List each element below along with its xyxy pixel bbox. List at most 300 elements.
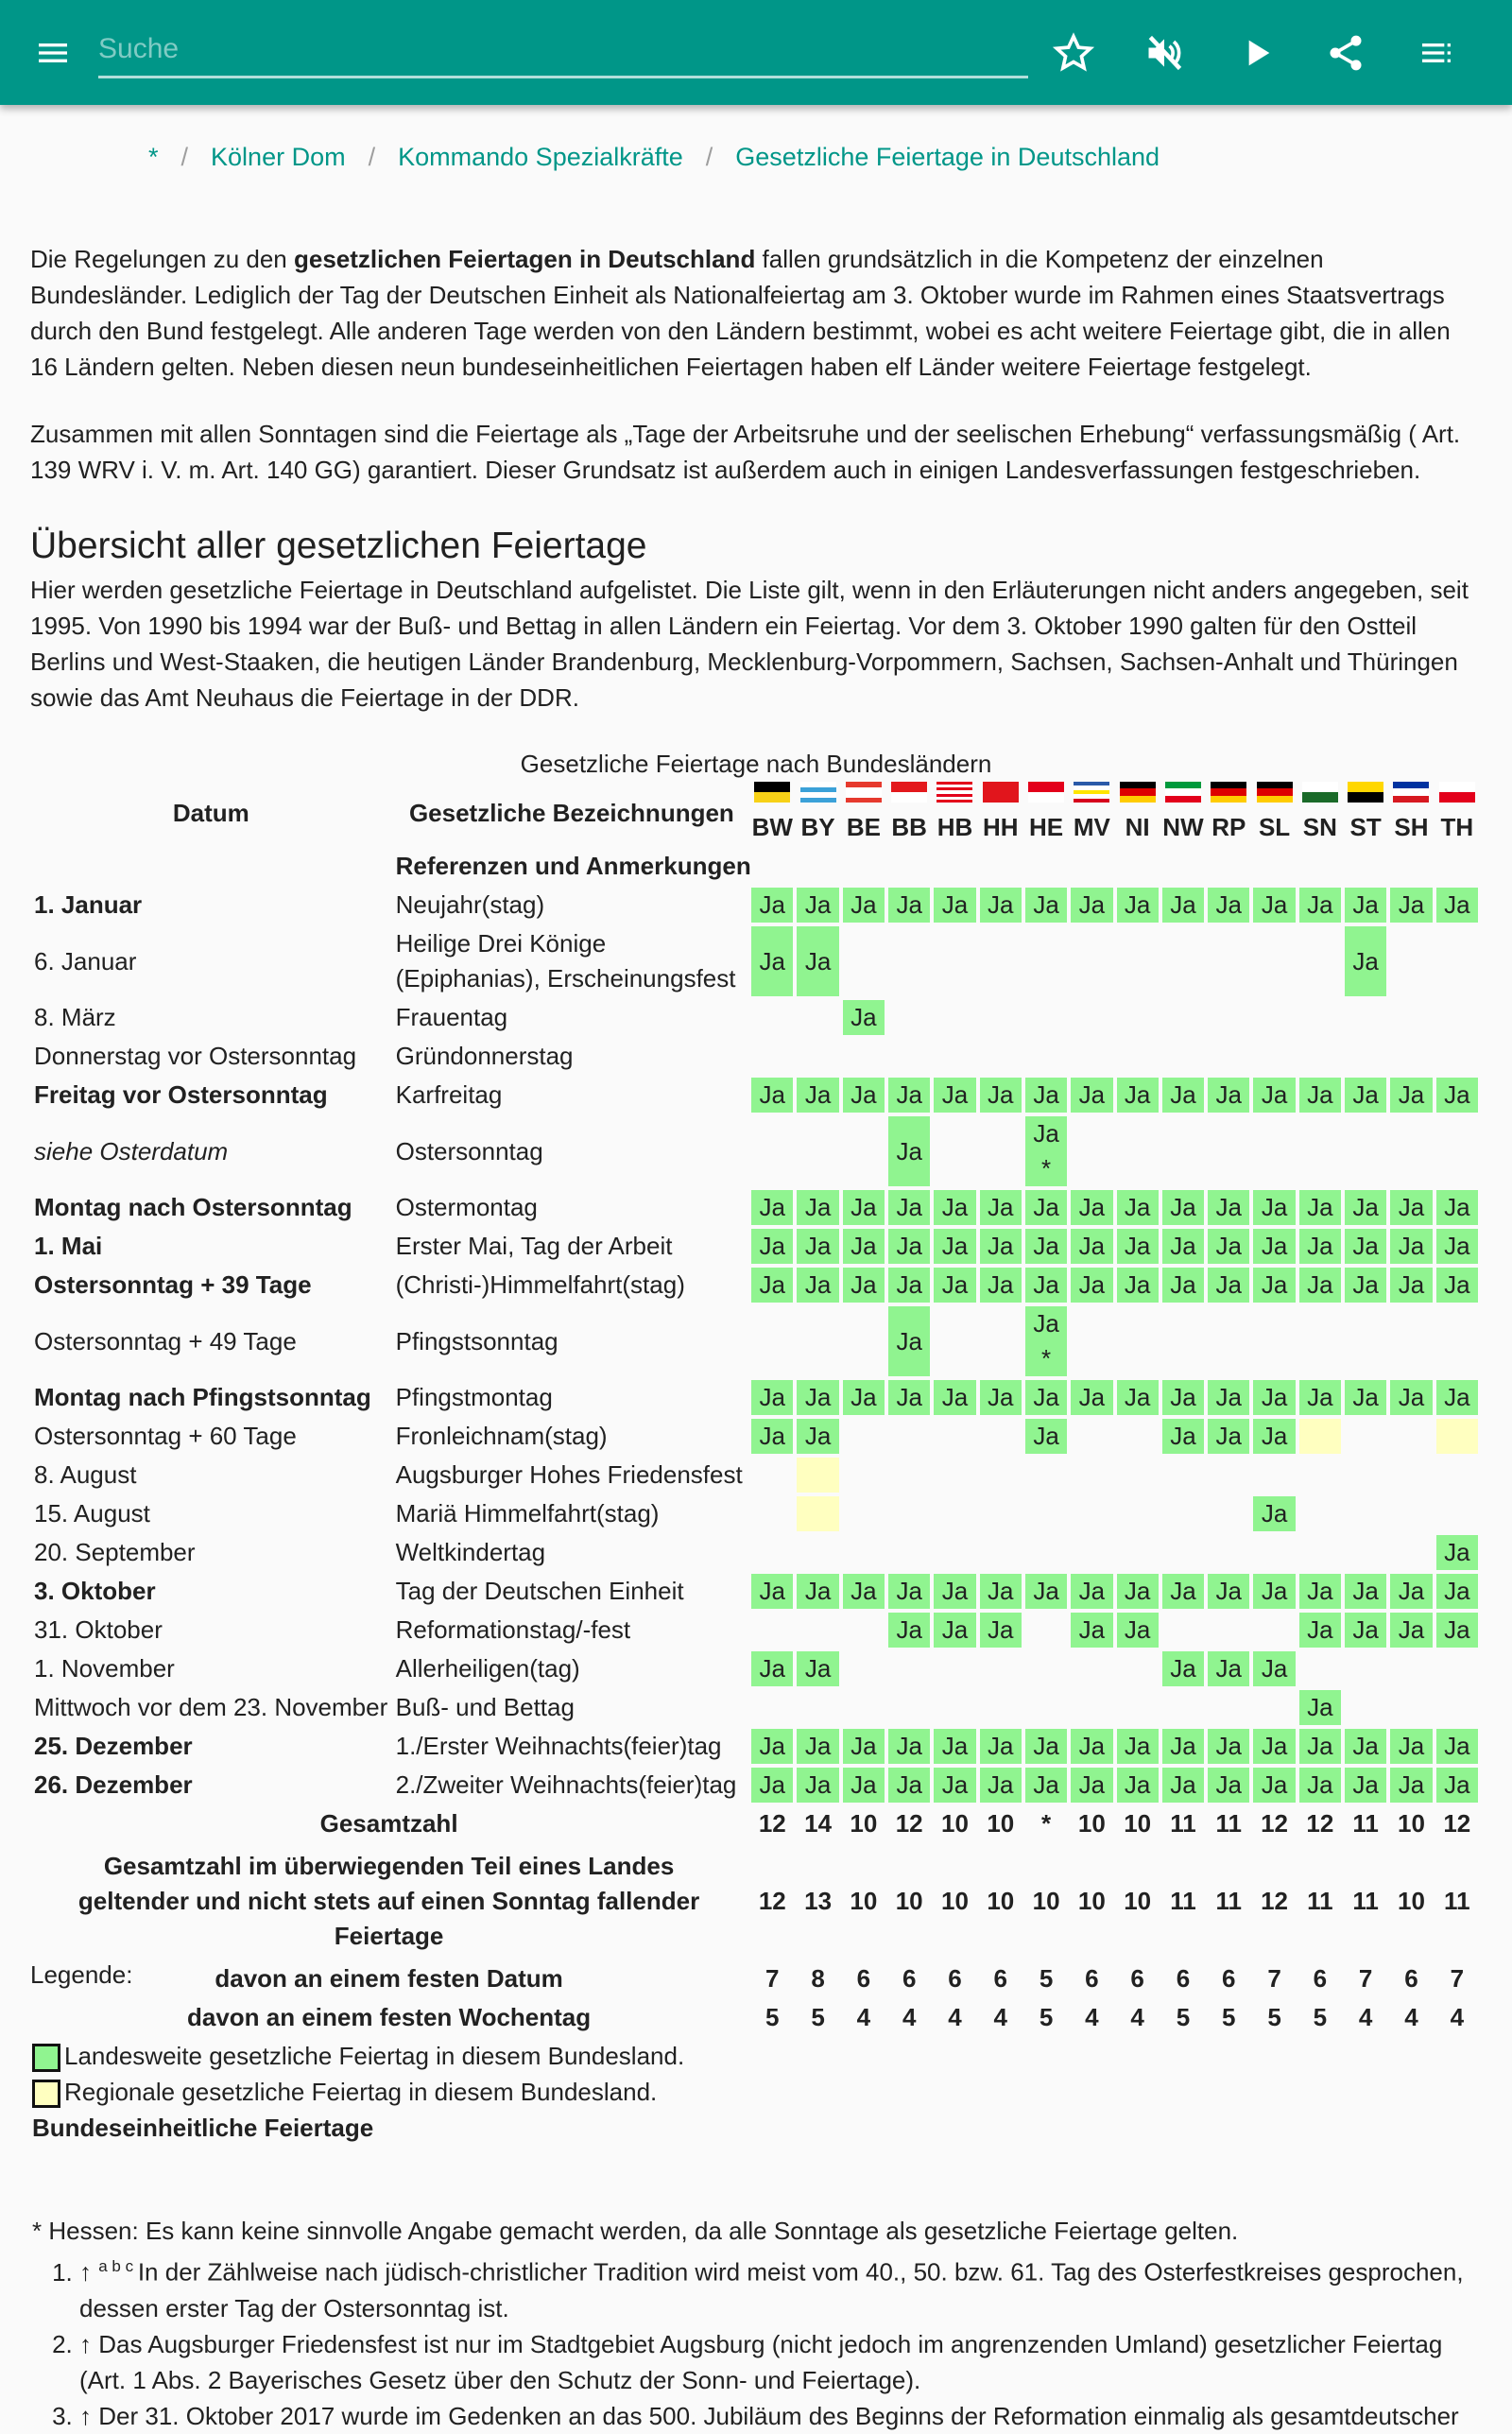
summary-value-by: 8 <box>811 1964 825 1993</box>
state-cell-be: Ja <box>843 1000 885 1035</box>
state-cell-sn <box>1299 1419 1341 1454</box>
flag-icon <box>1348 782 1383 803</box>
state-cell-hb <box>934 1116 975 1186</box>
state-cell-he <box>1025 1535 1067 1570</box>
state-cell-rp <box>1208 1613 1249 1648</box>
state-cell-th <box>1436 1306 1478 1376</box>
state-cell-ni <box>1117 1039 1159 1074</box>
state-cell-sh: Ja <box>1390 1729 1432 1764</box>
state-cell-sn: Ja <box>1299 1690 1341 1725</box>
state-cell-by <box>797 1535 838 1570</box>
holiday-date: 8. März <box>34 1003 116 1031</box>
state-cell-mv: Ja <box>1071 1268 1112 1303</box>
state-cell-sh: Ja <box>1390 1078 1432 1113</box>
state-cell-hh <box>980 1419 1022 1454</box>
state-cell-nw <box>1162 1000 1204 1035</box>
state-cell-rp <box>1208 1116 1249 1186</box>
state-cell-nw: Ja <box>1162 1190 1204 1225</box>
text: Die Regelungen zu den <box>30 245 294 273</box>
state-cell-hh <box>980 1690 1022 1725</box>
state-cell-st: Ja <box>1345 1768 1386 1803</box>
state-cell-by: Ja <box>797 1380 838 1415</box>
state-cell-nw: Ja <box>1162 1768 1204 1803</box>
state-cell-he: Ja <box>1025 1768 1067 1803</box>
footnote-backlink[interactable]: ↑ <box>79 2401 99 2430</box>
state-cell-rp <box>1208 1690 1249 1725</box>
state-cell-rp <box>1208 1039 1249 1074</box>
state-cell-sn: Ja <box>1299 1613 1341 1648</box>
play-icon[interactable] <box>1234 30 1280 76</box>
state-cell-mv: Ja <box>1071 1574 1112 1609</box>
state-cell-rp <box>1208 1306 1249 1376</box>
state-header-hh <box>980 782 1022 845</box>
summary-value-sl: 12 <box>1261 1887 1289 1915</box>
summary-value-nw: 6 <box>1176 1964 1191 1993</box>
state-cell-hh <box>980 1458 1022 1493</box>
state-cell-rp: Ja <box>1208 1380 1249 1415</box>
state-cell-be <box>843 1306 885 1376</box>
state-cell-bw <box>751 1458 793 1493</box>
state-cell-ni: Ja <box>1117 1229 1159 1264</box>
state-cell-bw: Ja <box>751 888 793 923</box>
summary-value-hh: 6 <box>993 1964 1007 1993</box>
state-cell-he: Ja <box>1025 1078 1067 1113</box>
state-header-sh <box>1390 782 1432 845</box>
summary-value-sl: 5 <box>1267 2003 1281 2031</box>
breadcrumb-separator: / <box>180 143 189 171</box>
state-cell-he <box>1025 1458 1067 1493</box>
summary-value-be: 6 <box>856 1964 871 1993</box>
state-cell-sh: Ja <box>1390 1268 1432 1303</box>
state-cell-he: Ja <box>1025 1729 1067 1764</box>
references-header: Referenzen und Anmerkungen <box>395 852 751 880</box>
breadcrumb-koelner-dom[interactable]: Kölner Dom <box>211 143 346 171</box>
state-cell-by <box>797 1306 838 1376</box>
holiday-name: Pfingstmontag <box>395 1383 553 1411</box>
state-cell-sl: Ja <box>1253 1419 1295 1454</box>
state-cell-sn: Ja <box>1299 1768 1341 1803</box>
state-cell-sn <box>1299 1116 1341 1186</box>
state-cell-be: Ja <box>843 1574 885 1609</box>
state-cell-sh: Ja <box>1390 1380 1432 1415</box>
state-cell-by: Ja <box>797 926 838 996</box>
holiday-name: Neujahr(stag) <box>395 890 545 919</box>
mute-icon[interactable] <box>1142 30 1187 76</box>
state-cell-rp: Ja <box>1208 1078 1249 1113</box>
state-cell-bb <box>888 1000 930 1035</box>
state-cell-th: Ja <box>1436 1078 1478 1113</box>
state-cell-rp <box>1208 1535 1249 1570</box>
state-cell-nw: Ja <box>1162 1268 1204 1303</box>
state-cell-bb: Ja <box>888 1116 930 1186</box>
state-cell-th: Ja <box>1436 1535 1478 1570</box>
state-cell-sl: Ja <box>1253 1268 1295 1303</box>
state-cell-ni <box>1117 1419 1159 1454</box>
summary-value-st: 11 <box>1352 1887 1379 1915</box>
state-cell-hb: Ja <box>934 1729 975 1764</box>
state-cell-th <box>1436 1000 1478 1035</box>
state-cell-sn: Ja <box>1299 1229 1341 1264</box>
state-cell-bb: Ja <box>888 1613 930 1648</box>
state-cell-sh: Ja <box>1390 1190 1432 1225</box>
summary-value-bb: 10 <box>895 1887 923 1915</box>
state-cell-hh: Ja <box>980 1768 1022 1803</box>
state-abbr: NI <box>1125 813 1150 841</box>
breadcrumb-home[interactable]: * <box>148 143 159 171</box>
state-cell-be: Ja <box>843 1380 885 1415</box>
state-cell-bw <box>751 1496 793 1531</box>
holiday-name: Gründonnerstag <box>395 1042 574 1070</box>
state-header-ni <box>1117 782 1159 845</box>
state-header-by <box>797 782 838 845</box>
references-row <box>30 849 1478 884</box>
state-cell-he: Ja * <box>1025 1306 1067 1376</box>
footnote <box>79 2249 1487 2326</box>
state-cell-rp: Ja <box>1208 1229 1249 1264</box>
state-cell-bb <box>888 1535 930 1570</box>
summary-value-sh: 10 <box>1397 1887 1425 1915</box>
holiday-date: Ostersonntag + 60 Tage <box>34 1422 297 1450</box>
state-cell-nw: Ja <box>1162 1651 1204 1686</box>
summary-value-sh: 10 <box>1397 1809 1425 1838</box>
holiday-date: 1. Januar <box>34 890 143 919</box>
state-cell-sh: Ja <box>1390 1574 1432 1609</box>
holiday-date: siehe Osterdatum <box>34 1136 229 1165</box>
state-cell-hb <box>934 1690 975 1725</box>
holiday-name: Tag der Deutschen Einheit <box>395 1577 684 1605</box>
summary-row <box>30 2000 1478 2035</box>
state-cell-mv: Ja <box>1071 1613 1112 1648</box>
state-header-nw <box>1162 782 1204 845</box>
state-cell-bb: Ja <box>888 1380 930 1415</box>
table-caption: Gesetzliche Feiertage nach Bundesländern <box>520 750 992 778</box>
state-cell-bb: Ja <box>888 1574 930 1609</box>
green-swatch <box>32 2044 60 2072</box>
state-cell-bw <box>751 1039 793 1074</box>
footnote-backlink[interactable]: ↑ <box>79 2257 99 2287</box>
state-cell-ni <box>1117 1000 1159 1035</box>
state-cell-st: Ja <box>1345 1729 1386 1764</box>
state-cell-st <box>1345 1000 1386 1035</box>
flag-icon <box>983 782 1019 803</box>
summary-value-nw: 11 <box>1170 1809 1196 1838</box>
state-cell-th: Ja <box>1436 888 1478 923</box>
state-cell-by: Ja <box>797 1651 838 1686</box>
summary-value-hh: 10 <box>987 1887 1015 1915</box>
summary-row <box>30 1845 1478 1958</box>
state-cell-bw <box>751 1306 793 1376</box>
state-cell-be: Ja <box>843 1078 885 1113</box>
flag-icon <box>936 782 972 803</box>
state-abbr: ST <box>1349 813 1382 841</box>
state-abbr: BB <box>891 813 927 841</box>
state-cell-sn: Ja <box>1299 1729 1341 1764</box>
state-abbr: NW <box>1162 813 1204 841</box>
summary-value-mv: 10 <box>1077 1809 1106 1838</box>
state-cell-be <box>843 1690 885 1725</box>
state-cell-by: Ja <box>797 888 838 923</box>
state-cell-bb: Ja <box>888 1268 930 1303</box>
section-title: Übersicht aller gesetzlichen Feiertage <box>30 526 647 566</box>
state-header-he <box>1025 782 1067 845</box>
state-cell-sn <box>1299 926 1341 996</box>
state-cell-th <box>1436 926 1478 996</box>
summary-label: Gesamtzahl <box>319 1809 458 1838</box>
state-abbr: BE <box>846 813 881 841</box>
state-cell-sn <box>1299 1000 1341 1035</box>
state-cell-hh: Ja <box>980 1380 1022 1415</box>
state-cell-bw: Ja <box>751 1651 793 1686</box>
state-cell-hb: Ja <box>934 1380 975 1415</box>
menu-icon[interactable] <box>30 30 76 76</box>
state-cell-nw <box>1162 1535 1204 1570</box>
table-row <box>30 1535 1478 1570</box>
state-cell-rp: Ja <box>1208 1729 1249 1764</box>
state-cell-sn <box>1299 1306 1341 1376</box>
state-cell-bw: Ja <box>751 1190 793 1225</box>
state-cell-bb: Ja <box>888 1190 930 1225</box>
table-row <box>30 1613 1478 1648</box>
holiday-date: Ostersonntag + 39 Tage <box>34 1270 312 1299</box>
state-cell-rp <box>1208 1000 1249 1035</box>
state-header-bb <box>888 782 930 845</box>
state-cell-by <box>797 1496 838 1531</box>
state-cell-sh <box>1390 1535 1432 1570</box>
state-abbr: RP <box>1211 813 1246 841</box>
state-cell-hb <box>934 1000 975 1035</box>
holiday-date: Freitag vor Ostersonntag <box>34 1080 328 1109</box>
state-cell-bw: Ja <box>751 1078 793 1113</box>
state-header-bw <box>751 782 793 845</box>
table-row <box>30 1190 1478 1225</box>
state-cell-by: Ja <box>797 1190 838 1225</box>
state-cell-hh: Ja <box>980 1268 1022 1303</box>
state-cell-ni <box>1117 1496 1159 1531</box>
summary-value-bb: 4 <box>902 2003 917 2031</box>
state-cell-sl: Ja <box>1253 1729 1295 1764</box>
summary-value-sn: 11 <box>1307 1887 1333 1915</box>
state-cell-sh: Ja <box>1390 888 1432 923</box>
state-cell-mv <box>1071 1496 1112 1531</box>
state-cell-ni <box>1117 1306 1159 1376</box>
state-cell-hh: Ja <box>980 1229 1022 1264</box>
state-cell-sh <box>1390 1039 1432 1074</box>
share-icon[interactable] <box>1323 30 1368 76</box>
summary-label: Gesamtzahl im überwiegenden Teil eines Landes geltender und nicht stets auf einen Sonntag fallender Feiertage <box>77 1852 700 1950</box>
table-row <box>30 1651 1478 1686</box>
state-cell-sh <box>1390 1000 1432 1035</box>
state-cell-mv: Ja <box>1071 1768 1112 1803</box>
state-cell-sh: Ja <box>1390 1229 1432 1264</box>
state-cell-bw: Ja <box>751 1419 793 1454</box>
state-cell-hh: Ja <box>980 1574 1022 1609</box>
summary-value-mv: 4 <box>1085 2003 1099 2031</box>
state-cell-sh <box>1390 1306 1432 1376</box>
summary-value-sn: 6 <box>1313 1964 1328 1993</box>
state-cell-hh <box>980 1651 1022 1686</box>
summary-value-hb: 4 <box>948 2003 962 2031</box>
state-cell-nw: Ja <box>1162 1729 1204 1764</box>
state-cell-hb: Ja <box>934 888 975 923</box>
state-cell-ni <box>1117 926 1159 996</box>
state-cell-hb <box>934 1458 975 1493</box>
state-cell-st: Ja <box>1345 1268 1386 1303</box>
column-header-name: Gesetzliche Bezeichnungen <box>408 799 734 827</box>
state-cell-mv: Ja <box>1071 1229 1112 1264</box>
state-cell-mv: Ja <box>1071 1078 1112 1113</box>
holiday-name: Ostermontag <box>395 1193 538 1221</box>
state-cell-sn: Ja <box>1299 888 1341 923</box>
state-cell-nw <box>1162 1306 1204 1376</box>
state-abbr: SL <box>1258 813 1291 841</box>
bold-term: gesetzlichen Feiertagen in Deutschland <box>293 245 756 273</box>
state-cell-mv <box>1071 1039 1112 1074</box>
breadcrumb-separator: / <box>368 143 376 171</box>
state-cell-bw: Ja <box>751 1729 793 1764</box>
state-abbr: HH <box>982 813 1019 841</box>
state-cell-nw: Ja <box>1162 1229 1204 1264</box>
state-cell-be <box>843 926 885 996</box>
holiday-name: 2./Zweiter Weihnachts(feier)tag <box>395 1770 737 1799</box>
state-cell-sh <box>1390 1458 1432 1493</box>
state-abbr: HE <box>1029 813 1064 841</box>
state-cell-he: Ja <box>1025 1268 1067 1303</box>
intro-paragraph-2: Zusammen mit allen Sonntagen sind die Feiertage als „Tage der Arbeitsruhe und der seelischen Erhebung“ verfassungsmäßig ( Art. 139 WRV i. V. m. Art. 140 GG) garantiert. Dieser Grundsatz ist außerdem auch in einigen Landesverfassungen festgeschrieben. <box>30 420 1461 484</box>
holiday-date: Donnerstag vor Ostersonntag <box>34 1042 357 1070</box>
state-cell-mv <box>1071 926 1112 996</box>
flag-icon <box>1028 782 1064 803</box>
state-cell-bw: Ja <box>751 1380 793 1415</box>
state-cell-nw: Ja <box>1162 1574 1204 1609</box>
state-cell-mv <box>1071 1116 1112 1186</box>
footnote-backlink-letters[interactable]: a b c <box>98 2257 138 2275</box>
holiday-name: Allerheiligen(tag) <box>395 1654 580 1683</box>
state-cell-bb: Ja <box>888 888 930 923</box>
summary-value-be: 4 <box>856 2003 871 2031</box>
column-header-date: Datum <box>172 799 249 827</box>
legend-nationwide <box>32 2038 684 2074</box>
state-cell-mv <box>1071 1535 1112 1570</box>
state-cell-by <box>797 1613 838 1648</box>
breadcrumb <box>148 139 1160 175</box>
breadcrumb-current[interactable]: Gesetzliche Feiertage in Deutschland <box>735 143 1160 171</box>
state-cell-sl: Ja <box>1253 1229 1295 1264</box>
holiday-name: Pfingstsonntag <box>395 1326 558 1355</box>
star-icon[interactable] <box>1051 30 1096 76</box>
state-cell-hb <box>934 1651 975 1686</box>
state-cell-rp <box>1208 926 1249 996</box>
search-input[interactable] <box>98 23 1028 78</box>
state-cell-by <box>797 1458 838 1493</box>
state-cell-he: Ja <box>1025 1229 1067 1264</box>
state-cell-st <box>1345 1039 1386 1074</box>
state-cell-sh: Ja <box>1390 1768 1432 1803</box>
state-cell-be <box>843 1419 885 1454</box>
state-cell-th: Ja <box>1436 1729 1478 1764</box>
state-cell-he <box>1025 1496 1067 1531</box>
state-cell-bb: Ja <box>888 1306 930 1376</box>
state-cell-rp <box>1208 1496 1249 1531</box>
state-cell-st: Ja <box>1345 1190 1386 1225</box>
state-cell-rp: Ja <box>1208 1651 1249 1686</box>
table-row <box>30 1574 1478 1609</box>
summary-value-nw: 11 <box>1170 1887 1196 1915</box>
footnote <box>79 2326 1487 2398</box>
summary-value-hh: 4 <box>993 2003 1007 2031</box>
state-cell-by <box>797 1690 838 1725</box>
state-cell-sl: Ja <box>1253 1496 1295 1531</box>
summary-value-sn: 5 <box>1313 2003 1328 2031</box>
state-cell-sn: Ja <box>1299 1380 1341 1415</box>
state-cell-be: Ja <box>843 888 885 923</box>
flag-icon <box>800 782 836 803</box>
table-row <box>30 1039 1478 1074</box>
table-row <box>30 1690 1478 1725</box>
state-cell-he <box>1025 1000 1067 1035</box>
state-cell-hb: Ja <box>934 1229 975 1264</box>
state-cell-sl <box>1253 1613 1295 1648</box>
footnote-text: Der 31. Oktober 2017 wurde im Gedenken an das 500. Jubiläum des Beginns der Reformation einmalig als gesamtdeutscher <box>98 2401 1459 2430</box>
state-cell-ni: Ja <box>1117 1190 1159 1225</box>
state-cell-hb: Ja <box>934 1768 975 1803</box>
state-cell-by: Ja <box>797 1729 838 1764</box>
list-icon[interactable] <box>1414 30 1459 76</box>
summary-value-nw: 5 <box>1176 2003 1191 2031</box>
holiday-name: Karfreitag <box>395 1080 503 1109</box>
summary-value-by: 13 <box>804 1887 833 1915</box>
holiday-name: 1./Erster Weihnachts(feier)tag <box>395 1732 722 1760</box>
summary-value-sh: 6 <box>1404 1964 1418 1993</box>
section-text: Hier werden gesetzliche Feiertage in Deutschland aufgelistet. Die Liste gilt, wenn in den Erläuterungen nicht anders angegeben, seit 1995. Von 1990 bis 1994 war der Buß- und Bettag in allen Ländern ein Feiertag. Vor dem 3. Oktober 1990 galten für den Ostteil Berlins und West-Staaken, die heutigen Länder Brandenburg, Mecklenburg-Vorpommern, Sachsen, Sachsen-Anhalt und Thüringen sowie das Amt Neuhaus die Feiertage in der DDR. <box>30 576 1469 712</box>
summary-value-th: 11 <box>1444 1887 1470 1915</box>
summary-value-bw: 12 <box>758 1809 786 1838</box>
summary-value-mv: 10 <box>1077 1887 1106 1915</box>
state-cell-by <box>797 1039 838 1074</box>
state-cell-by <box>797 1000 838 1035</box>
state-cell-mv <box>1071 1419 1112 1454</box>
summary-value-th: 4 <box>1450 2003 1465 2031</box>
state-cell-be: Ja <box>843 1768 885 1803</box>
holiday-date: 31. Oktober <box>34 1615 163 1644</box>
legend-title: Legende: <box>30 1960 133 1989</box>
summary-value-hh: 10 <box>987 1809 1015 1838</box>
state-cell-sh <box>1390 1419 1432 1454</box>
footnote-backlink[interactable]: ↑ <box>79 2329 99 2358</box>
summary-value-rp: 11 <box>1215 1887 1242 1915</box>
state-cell-hh <box>980 1535 1022 1570</box>
flag-icon <box>754 782 790 803</box>
state-cell-th <box>1436 1039 1478 1074</box>
state-cell-rp: Ja <box>1208 1768 1249 1803</box>
state-cell-be: Ja <box>843 1268 885 1303</box>
state-cell-rp <box>1208 1458 1249 1493</box>
summary-value-he: * <box>1041 1809 1052 1838</box>
state-cell-by: Ja <box>797 1419 838 1454</box>
flag-icon <box>1165 782 1201 803</box>
summary-label: davon an einem festen Wochentag <box>186 2003 592 2031</box>
breadcrumb-kommando[interactable]: Kommando Spezialkräfte <box>398 143 683 171</box>
state-header-hb <box>934 782 975 845</box>
state-cell-hb <box>934 1039 975 1074</box>
state-abbr: MV <box>1073 813 1110 841</box>
state-abbr: HB <box>936 813 973 841</box>
state-cell-bw: Ja <box>751 926 793 996</box>
state-cell-st: Ja <box>1345 926 1386 996</box>
state-cell-nw <box>1162 1116 1204 1186</box>
state-cell-be: Ja <box>843 1190 885 1225</box>
state-cell-bb: Ja <box>888 1768 930 1803</box>
state-cell-nw <box>1162 1039 1204 1074</box>
